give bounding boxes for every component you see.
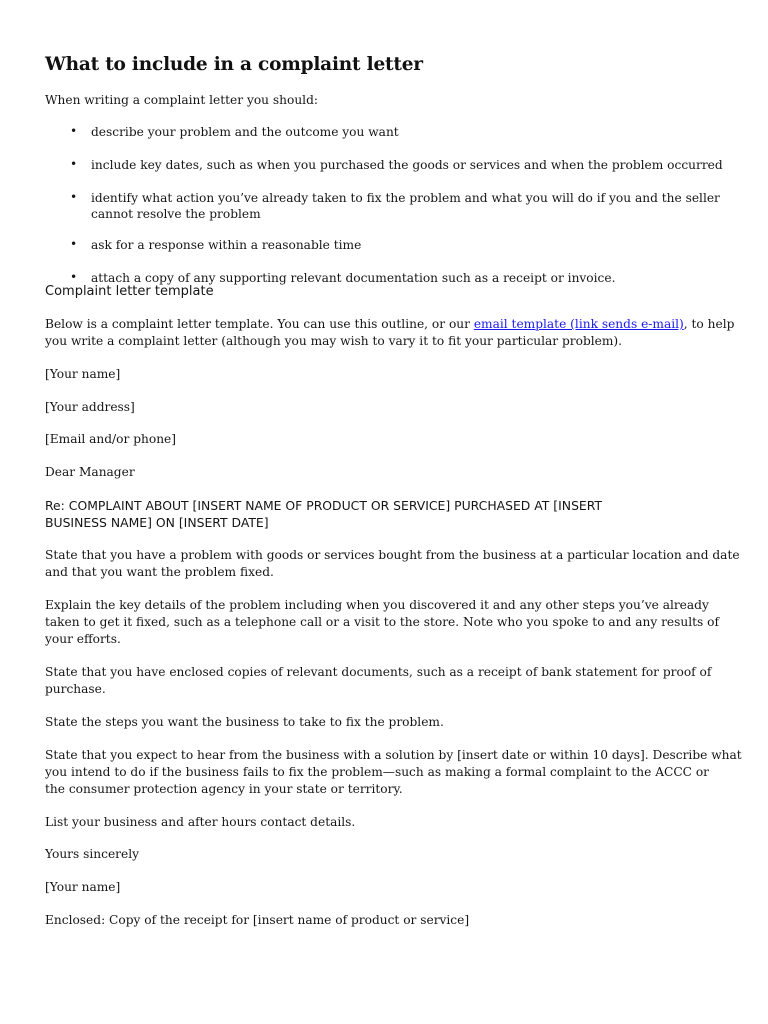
list-item-text: identify what action you’ve already taken to fix the problem and what you will do if you and the seller	[91, 191, 720, 205]
paragraph-3-line-2: purchase.	[45, 682, 106, 696]
bullet-icon: •	[70, 237, 78, 251]
email-phone-placeholder: [Email and/or phone]	[45, 432, 177, 446]
list-item-text: include key dates, such as when you purchased the goods or services and when the problem occurred	[91, 158, 723, 172]
paragraph-6: List your business and after hours contact details.	[45, 815, 356, 829]
bullet-icon: •	[70, 124, 78, 138]
closing: Yours sincerely	[45, 847, 139, 861]
paragraph-5-line-3: the consumer protection agency in your state or territory.	[45, 782, 403, 796]
re-line-1: Re: COMPLAINT ABOUT [INSERT NAME OF PRODUCT OR SERVICE] PURCHASED AT [INSERT	[45, 498, 603, 513]
paragraph-1-line-2: and that you want the problem fixed.	[45, 565, 274, 579]
bullet-icon: •	[70, 270, 78, 284]
list-item-text: attach a copy of any supporting relevant documentation such as a receipt or invoice.	[91, 271, 616, 285]
list-item-text: ask for a response within a reasonable time	[91, 238, 362, 252]
paragraph-1-line-1: State that you have a problem with goods or services bought from the business at a particular location and date	[45, 548, 740, 562]
paragraph-2-line-3: your efforts.	[45, 632, 121, 646]
paragraph-5-line-1: State that you expect to hear from the business with a solution by [insert date or within 10 days]. Describe what	[45, 748, 742, 762]
bullet-icon: •	[70, 190, 78, 204]
enclosed-line: Enclosed: Copy of the receipt for [insert name of product or service]	[45, 913, 470, 927]
template-heading: Complaint letter template	[45, 284, 214, 299]
intro-text: When writing a complaint letter you should:	[45, 93, 318, 107]
list-item-text-continued: cannot resolve the problem	[91, 207, 261, 221]
email-template-link[interactable]: email template (link sends e-mail)	[473, 317, 684, 331]
paragraph-3-line-1: State that you have enclosed copies of relevant documents, such as a receipt of bank statement for proof of	[45, 665, 712, 679]
template-intro-line-1	[45, 316, 734, 333]
paragraph-2-line-2: taken to get it fixed, such as a telephone call or a visit to the store. Note who you spoke to and any results of	[45, 615, 719, 629]
your-address-placeholder: [Your address]	[45, 400, 135, 414]
page-title: What to include in a complaint letter	[45, 54, 423, 75]
paragraph-5-line-2: you intend to do if the business fails to fix the problem—such as making a formal complaint to the ACCC or	[45, 765, 710, 779]
bullet-icon: •	[70, 157, 78, 171]
salutation: Dear Manager	[45, 465, 135, 479]
paragraph-2-line-1: Explain the key details of the problem including when you discovered it and any other steps you’ve already	[45, 598, 709, 612]
signature-placeholder: [Your name]	[45, 880, 121, 894]
re-line-2: BUSINESS NAME] ON [INSERT DATE]	[45, 515, 269, 530]
template-intro-text-after: , to help	[683, 317, 735, 331]
list-item-text: describe your problem and the outcome you want	[91, 125, 399, 139]
your-name-placeholder: [Your name]	[45, 367, 121, 381]
paragraph-4: State the steps you want the business to take to fix the problem.	[45, 715, 444, 729]
template-intro-text: Below is a complaint letter template. You can use this outline, or our	[45, 317, 474, 331]
template-intro-line-2: you write a complaint letter (although you may wish to vary it to fit your particular problem).	[45, 334, 623, 348]
